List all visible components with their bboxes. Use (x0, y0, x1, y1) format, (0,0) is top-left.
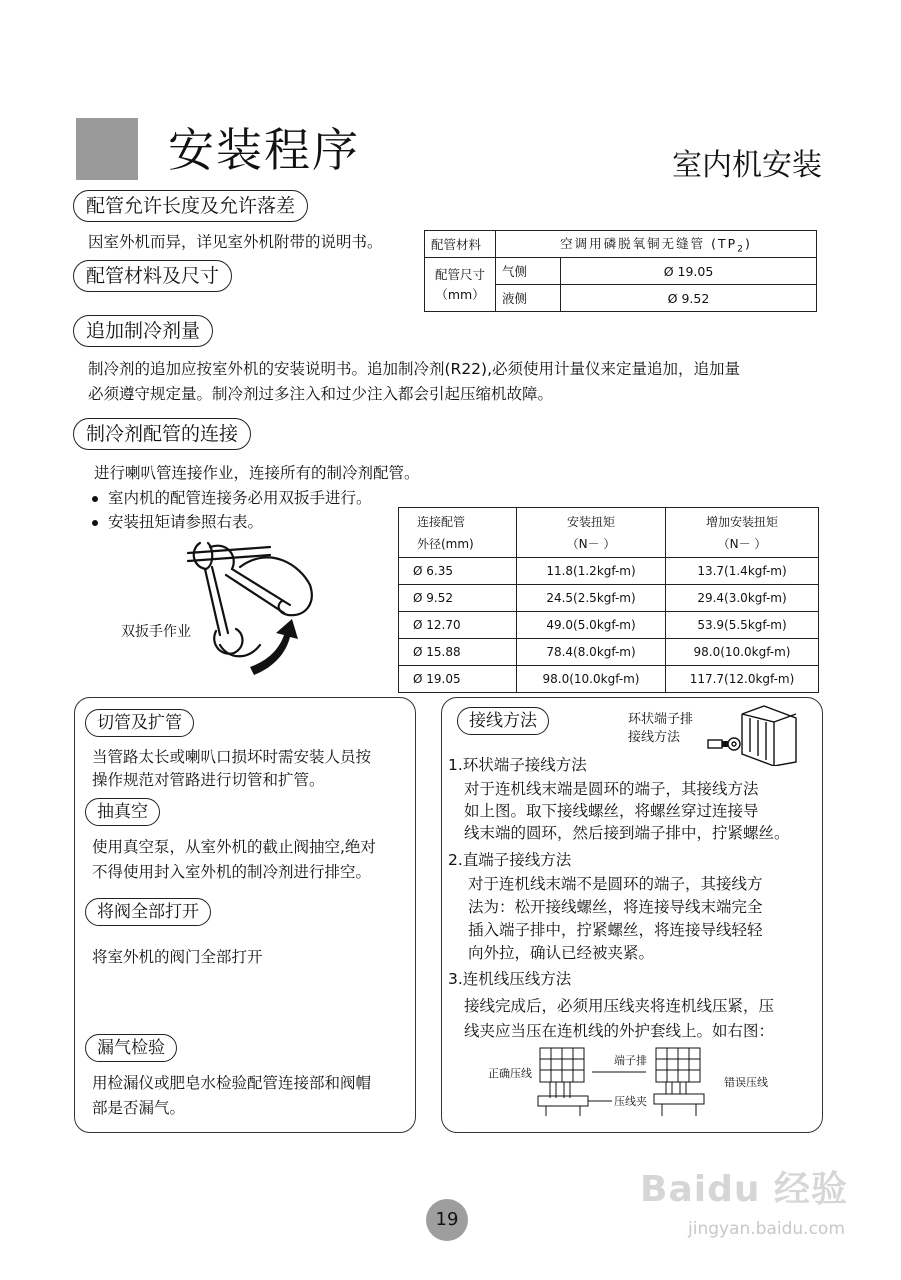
double-wrench-illustration (180, 535, 330, 685)
size-label-2: （mm） (435, 286, 485, 302)
th-1a: 连接配管 (417, 514, 466, 529)
torque-header-extra (666, 508, 819, 558)
method-2-line-4: 向外拉，确认已经被夹紧。 (468, 944, 655, 962)
cell: 11.8(1.2kgf-m) (517, 558, 666, 585)
wiring-fig-label-2: 接线方法 (628, 730, 681, 745)
cell: 49.0(5.0kgf-m) (517, 612, 666, 639)
page-number: 19 (426, 1199, 468, 1241)
cell: 24.5(2.5kgf-m) (517, 585, 666, 612)
method-1-title: 1.环状端子接线方法 (448, 756, 587, 774)
heading-vacuum: 抽真空 (85, 798, 160, 826)
heading-leak-test: 漏气检验 (85, 1034, 177, 1062)
cell: Ø 6.35 (399, 558, 517, 585)
cell: 117.7(12.0kgf-m) (666, 666, 819, 693)
table-row (399, 666, 819, 693)
method-3-line-2: 线夹应当压在连机线的外护套线上。如右图： (464, 1022, 775, 1040)
material-value (496, 231, 817, 258)
table-row (399, 585, 819, 612)
cell: Ø 12.70 (399, 612, 517, 639)
material-value-close: ) (744, 235, 752, 251)
leak-line-1: 用检漏仪或肥皂水检验配管连接部和阀帽 (92, 1074, 372, 1092)
pipe-material-table (424, 230, 817, 312)
watermark-url: jingyan.baidu.com (688, 1219, 845, 1239)
heading-pipe-length: 配管允许长度及允许落差 (73, 190, 308, 222)
table-row (399, 558, 819, 585)
cut-line-2: 操作规范对管路进行切管和扩管。 (92, 771, 325, 789)
vacuum-line-2: 不得使用封入室外机的制冷剂进行排空。 (92, 863, 372, 881)
cell: 78.4(8.0kgf-m) (517, 639, 666, 666)
cell: Ø 15.88 (399, 639, 517, 666)
watermark-brand: Baidu 经验 (640, 1169, 849, 1210)
ring-terminal-illustration (704, 704, 804, 766)
connection-bullet-1 (92, 485, 372, 511)
gas-label: 气侧 (496, 258, 561, 285)
page-subtitle: 室内机安装 (672, 148, 822, 183)
vacuum-line-1: 使用真空泵，从室外机的截止阀抽空,绝对 (92, 838, 376, 856)
clamp-label-correct: 正确压线 (488, 1067, 532, 1080)
cell: 29.4(3.0kgf-m) (666, 585, 819, 612)
clamp-label-terminal: 端子排 (614, 1054, 647, 1067)
material-value-sub: 2 (737, 244, 745, 255)
bullet-dot (92, 520, 98, 526)
bullet-1-text: 室内机的配管连接务必用双扳手进行。 (108, 489, 372, 507)
method-1-line-1: 对于连机线末端是圆环的端子，其接线方法 (464, 780, 759, 798)
th-3b: （N－ ） (717, 536, 767, 551)
heading-valve: 将阀全部打开 (85, 898, 211, 926)
th-3a: 增加安装扭矩 (705, 514, 778, 529)
heading-refrigerant: 追加制冷剂量 (73, 315, 213, 347)
bullet-2-text: 安装扭矩请参照右表。 (108, 513, 264, 531)
size-label (425, 258, 496, 312)
cell: 98.0(10.0kgf-m) (666, 639, 819, 666)
cell: Ø 19.05 (399, 666, 517, 693)
header-accent-block (76, 118, 138, 180)
liquid-value: Ø 9.52 (561, 285, 817, 312)
method-2-line-3: 插入端子排中，拧紧螺丝，将连接导线轻轻 (468, 921, 763, 939)
torque-table (398, 507, 819, 693)
liquid-label: 液侧 (496, 285, 561, 312)
th-2b: （N－ ） (566, 536, 616, 551)
heading-connection: 制冷剂配管的连接 (73, 418, 251, 450)
cell: 53.9(5.5kgf-m) (666, 612, 819, 639)
cut-line-1: 当管路太长或喇叭口损坏时需安装人员按 (92, 748, 372, 766)
material-label: 配管材料 (425, 231, 496, 258)
cell: 13.7(1.4kgf-m) (666, 558, 819, 585)
gas-value: Ø 19.05 (561, 258, 817, 285)
method-3-line-1: 接线完成后，必须用压线夹将连机线压紧，压 (464, 997, 775, 1015)
page-title: 安装程序 (168, 123, 360, 177)
method-1-line-3: 线末端的圆环，然后接到端子排中，拧紧螺丝。 (464, 824, 790, 842)
connection-intro: 进行喇叭管连接作业，连接所有的制冷剂配管。 (94, 464, 420, 482)
th-2a: 安装扭矩 (566, 514, 615, 529)
connection-bullet-2 (92, 509, 263, 535)
bullet-dot (92, 496, 98, 502)
method-3-title: 3.连机线压线方法 (448, 970, 572, 988)
clamp-label-clip: 压线夹 (614, 1095, 647, 1108)
table-row (399, 612, 819, 639)
cell: 98.0(10.0kgf-m) (517, 666, 666, 693)
torque-header-diameter (399, 508, 517, 558)
cell: Ø 9.52 (399, 585, 517, 612)
method-2-title: 2.直端子接线方法 (448, 851, 572, 869)
size-label-1: 配管尺寸 (434, 266, 485, 282)
heading-cut-pipe: 切管及扩管 (85, 709, 194, 737)
heading-pipe-material: 配管材料及尺寸 (73, 260, 232, 292)
valve-line-1: 将室外机的阀门全部打开 (92, 948, 263, 966)
method-2-line-2: 法为：松开接线螺丝，将连接导线末端完全 (468, 898, 763, 916)
refrigerant-line-2: 必须遵守规定量。制冷剂过多注入和过少注入都会引起压缩机故障。 (88, 385, 554, 403)
wiring-fig-label-1: 环状端子排 (628, 712, 694, 727)
th-1b: 外径(mm) (417, 536, 474, 551)
clamp-label-wrong: 错误压线 (724, 1076, 768, 1089)
heading-wiring: 接线方法 (457, 707, 549, 735)
torque-header-install (517, 508, 666, 558)
leak-line-2: 部是否漏气。 (92, 1099, 186, 1117)
material-value-text: 空调用磷脱氧铜无缝管 (TP (560, 235, 738, 251)
table-row (399, 639, 819, 666)
refrigerant-line-1: 制冷剂的追加应按室外机的安装说明书。追加制冷剂(R22),必须使用计量仪来定量追加，追加量 (88, 360, 741, 378)
method-1-line-2: 如上图。取下接线螺丝，将螺丝穿过连接导 (464, 802, 759, 820)
wrench-figure-label: 双扳手作业 (121, 624, 191, 640)
pipe-length-text: 因室外机而异，详见室外机附带的说明书。 (88, 233, 383, 251)
method-2-line-1: 对于连机线末端不是圆环的端子，其接线方 (468, 875, 763, 893)
